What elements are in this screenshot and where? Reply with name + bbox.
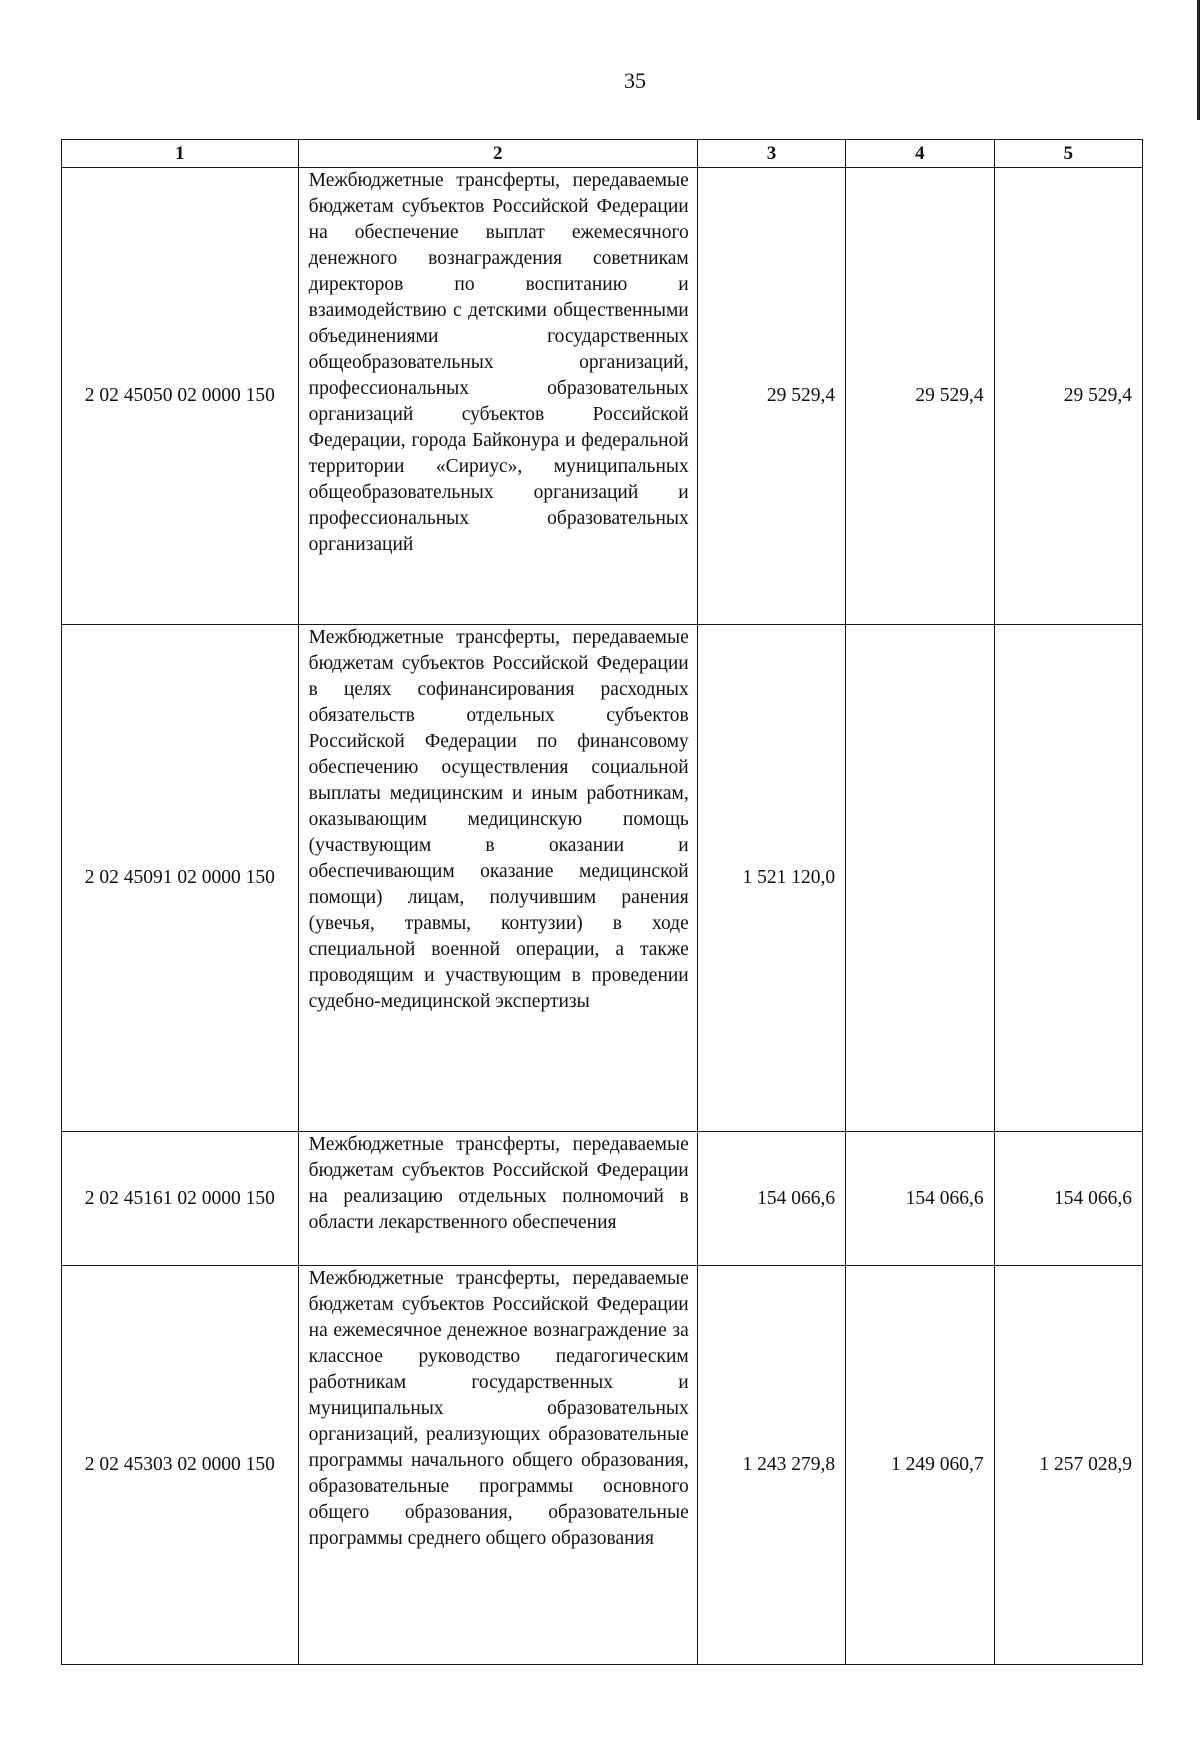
- amount-cell-4: 29 529,4: [846, 168, 994, 625]
- budget-table: [61, 139, 1143, 1665]
- amount-cell-4: [846, 625, 994, 1132]
- budget-code-cell: 2 02 45050 02 0000 150: [62, 168, 299, 625]
- amount-cell-4: 154 066,6: [846, 1132, 994, 1266]
- amount-cell-3: 1 521 120,0: [697, 625, 845, 1132]
- table-row: [62, 625, 1143, 1132]
- transfer-name-cell: Межбюджетные трансферты, передаваемые бюджетам субъектов Российской Федерации на обеспечение выплат ежемесячного денежного вознаграждения советникам директоров по воспитанию и взаимодействию с детскими общественными объединениями государственных общеобразовательных организаций, профессиональных образовательных организаций субъектов Российской Федерации, города Байконура и федеральной территории «Сириус», муниципальных общеобразовательных организаций и профессиональных образовательных организаций: [298, 168, 697, 625]
- amount-cell-3: 154 066,6: [697, 1132, 845, 1266]
- column-header-code: 1: [62, 140, 299, 168]
- column-header-value-3: 3: [697, 140, 845, 168]
- transfer-name-cell: Межбюджетные трансферты, передаваемые бюджетам субъектов Российской Федерации на ежемесячное денежное вознаграждение за классное руководство педагогическим работникам государственных и муниципальных образовательных организаций, реализующих образовательные программы начального общего образования, образовательные программы основного общего образования, образовательные программы среднего общего образования: [298, 1266, 697, 1665]
- transfer-name-cell: Межбюджетные трансферты, передаваемые бюджетам субъектов Российской Федерации в целях софинансирования расходных обязательств отдельных субъектов Российской Федерации по финансовому обеспечению осуществления социальной выплаты медицинским и иным работникам, оказывающим медицинскую помощь (участвующим в оказании и обеспечивающим оказание медицинской помощи) лицам, получившим ранения (увечья, травмы, контузии) в ходе специальной военной операции, а также проводящим и участвующим в проведении судебно-медицинской экспертизы: [298, 625, 697, 1132]
- budget-code-cell: 2 02 45161 02 0000 150: [62, 1132, 299, 1266]
- amount-cell-5: 154 066,6: [994, 1132, 1142, 1266]
- budget-code-cell: 2 02 45091 02 0000 150: [62, 625, 299, 1132]
- amount-cell-4: 1 249 060,7: [846, 1266, 994, 1665]
- column-header-value-4: 4: [846, 140, 994, 168]
- table-row: [62, 1132, 1143, 1266]
- budget-code-cell: 2 02 45303 02 0000 150: [62, 1266, 299, 1665]
- page-number: 35: [624, 68, 646, 93]
- table-header-row: [62, 140, 1143, 168]
- amount-cell-5: 29 529,4: [994, 168, 1142, 625]
- column-header-name: 2: [298, 140, 697, 168]
- table-row: [62, 1266, 1143, 1665]
- table-row: [62, 168, 1143, 625]
- transfer-name-cell: Межбюджетные трансферты, передаваемые бюджетам субъектов Российской Федерации на реализацию отдельных полномочий в области лекарственного обеспечения: [298, 1132, 697, 1266]
- amount-cell-5: 1 257 028,9: [994, 1266, 1142, 1665]
- amount-cell-3: 1 243 279,8: [697, 1266, 845, 1665]
- amount-cell-5: [994, 625, 1142, 1132]
- column-header-value-5: 5: [994, 140, 1142, 168]
- amount-cell-3: 29 529,4: [697, 168, 845, 625]
